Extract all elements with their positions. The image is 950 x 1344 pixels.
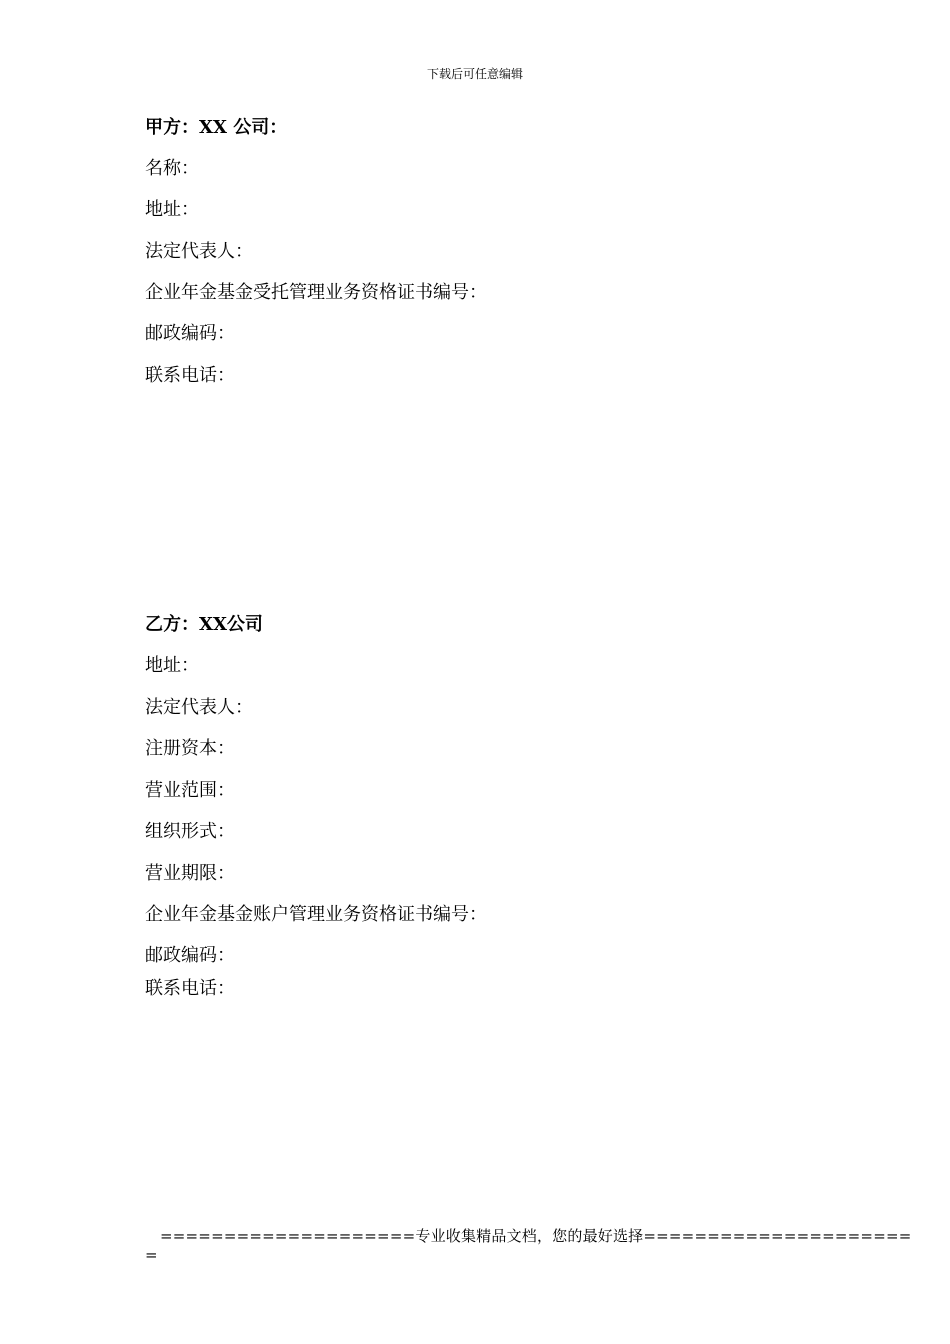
party-b-title: 乙方：XX公司	[145, 614, 263, 635]
party-b-scope-field: 营业范围：	[145, 780, 235, 801]
party-a-address-field: 地址：	[145, 199, 199, 220]
party-a-title: 甲方：XX 公司：	[145, 117, 288, 138]
footer-tail: =	[145, 1246, 158, 1264]
party-a-certificate-field: 企业年金基金受托管理业务资格证书编号：	[145, 282, 487, 303]
party-b-postcode-field: 邮政编码：	[145, 945, 235, 966]
party-b-capital-field: 注册资本：	[145, 738, 235, 759]
header-note: 下载后可任意编辑	[426, 67, 523, 81]
footer-line: ====================专业收集精品文档，您的最好选择=====================	[160, 1227, 912, 1245]
party-b-certificate-field: 企业年金基金账户管理业务资格证书编号：	[145, 904, 487, 925]
party-a-legal-rep-field: 法定代表人：	[145, 241, 253, 262]
party-b-org-form-field: 组织形式：	[145, 821, 235, 842]
party-b-legal-rep-field: 法定代表人：	[145, 697, 253, 718]
party-a-name-field: 名称：	[145, 158, 199, 179]
party-b-term-field: 营业期限：	[145, 863, 235, 884]
party-a-phone-field: 联系电话：	[145, 365, 235, 386]
party-b-address-field: 地址：	[145, 655, 199, 676]
party-a-postcode-field: 邮政编码：	[145, 323, 235, 344]
party-b-phone-field: 联系电话：	[145, 978, 235, 999]
